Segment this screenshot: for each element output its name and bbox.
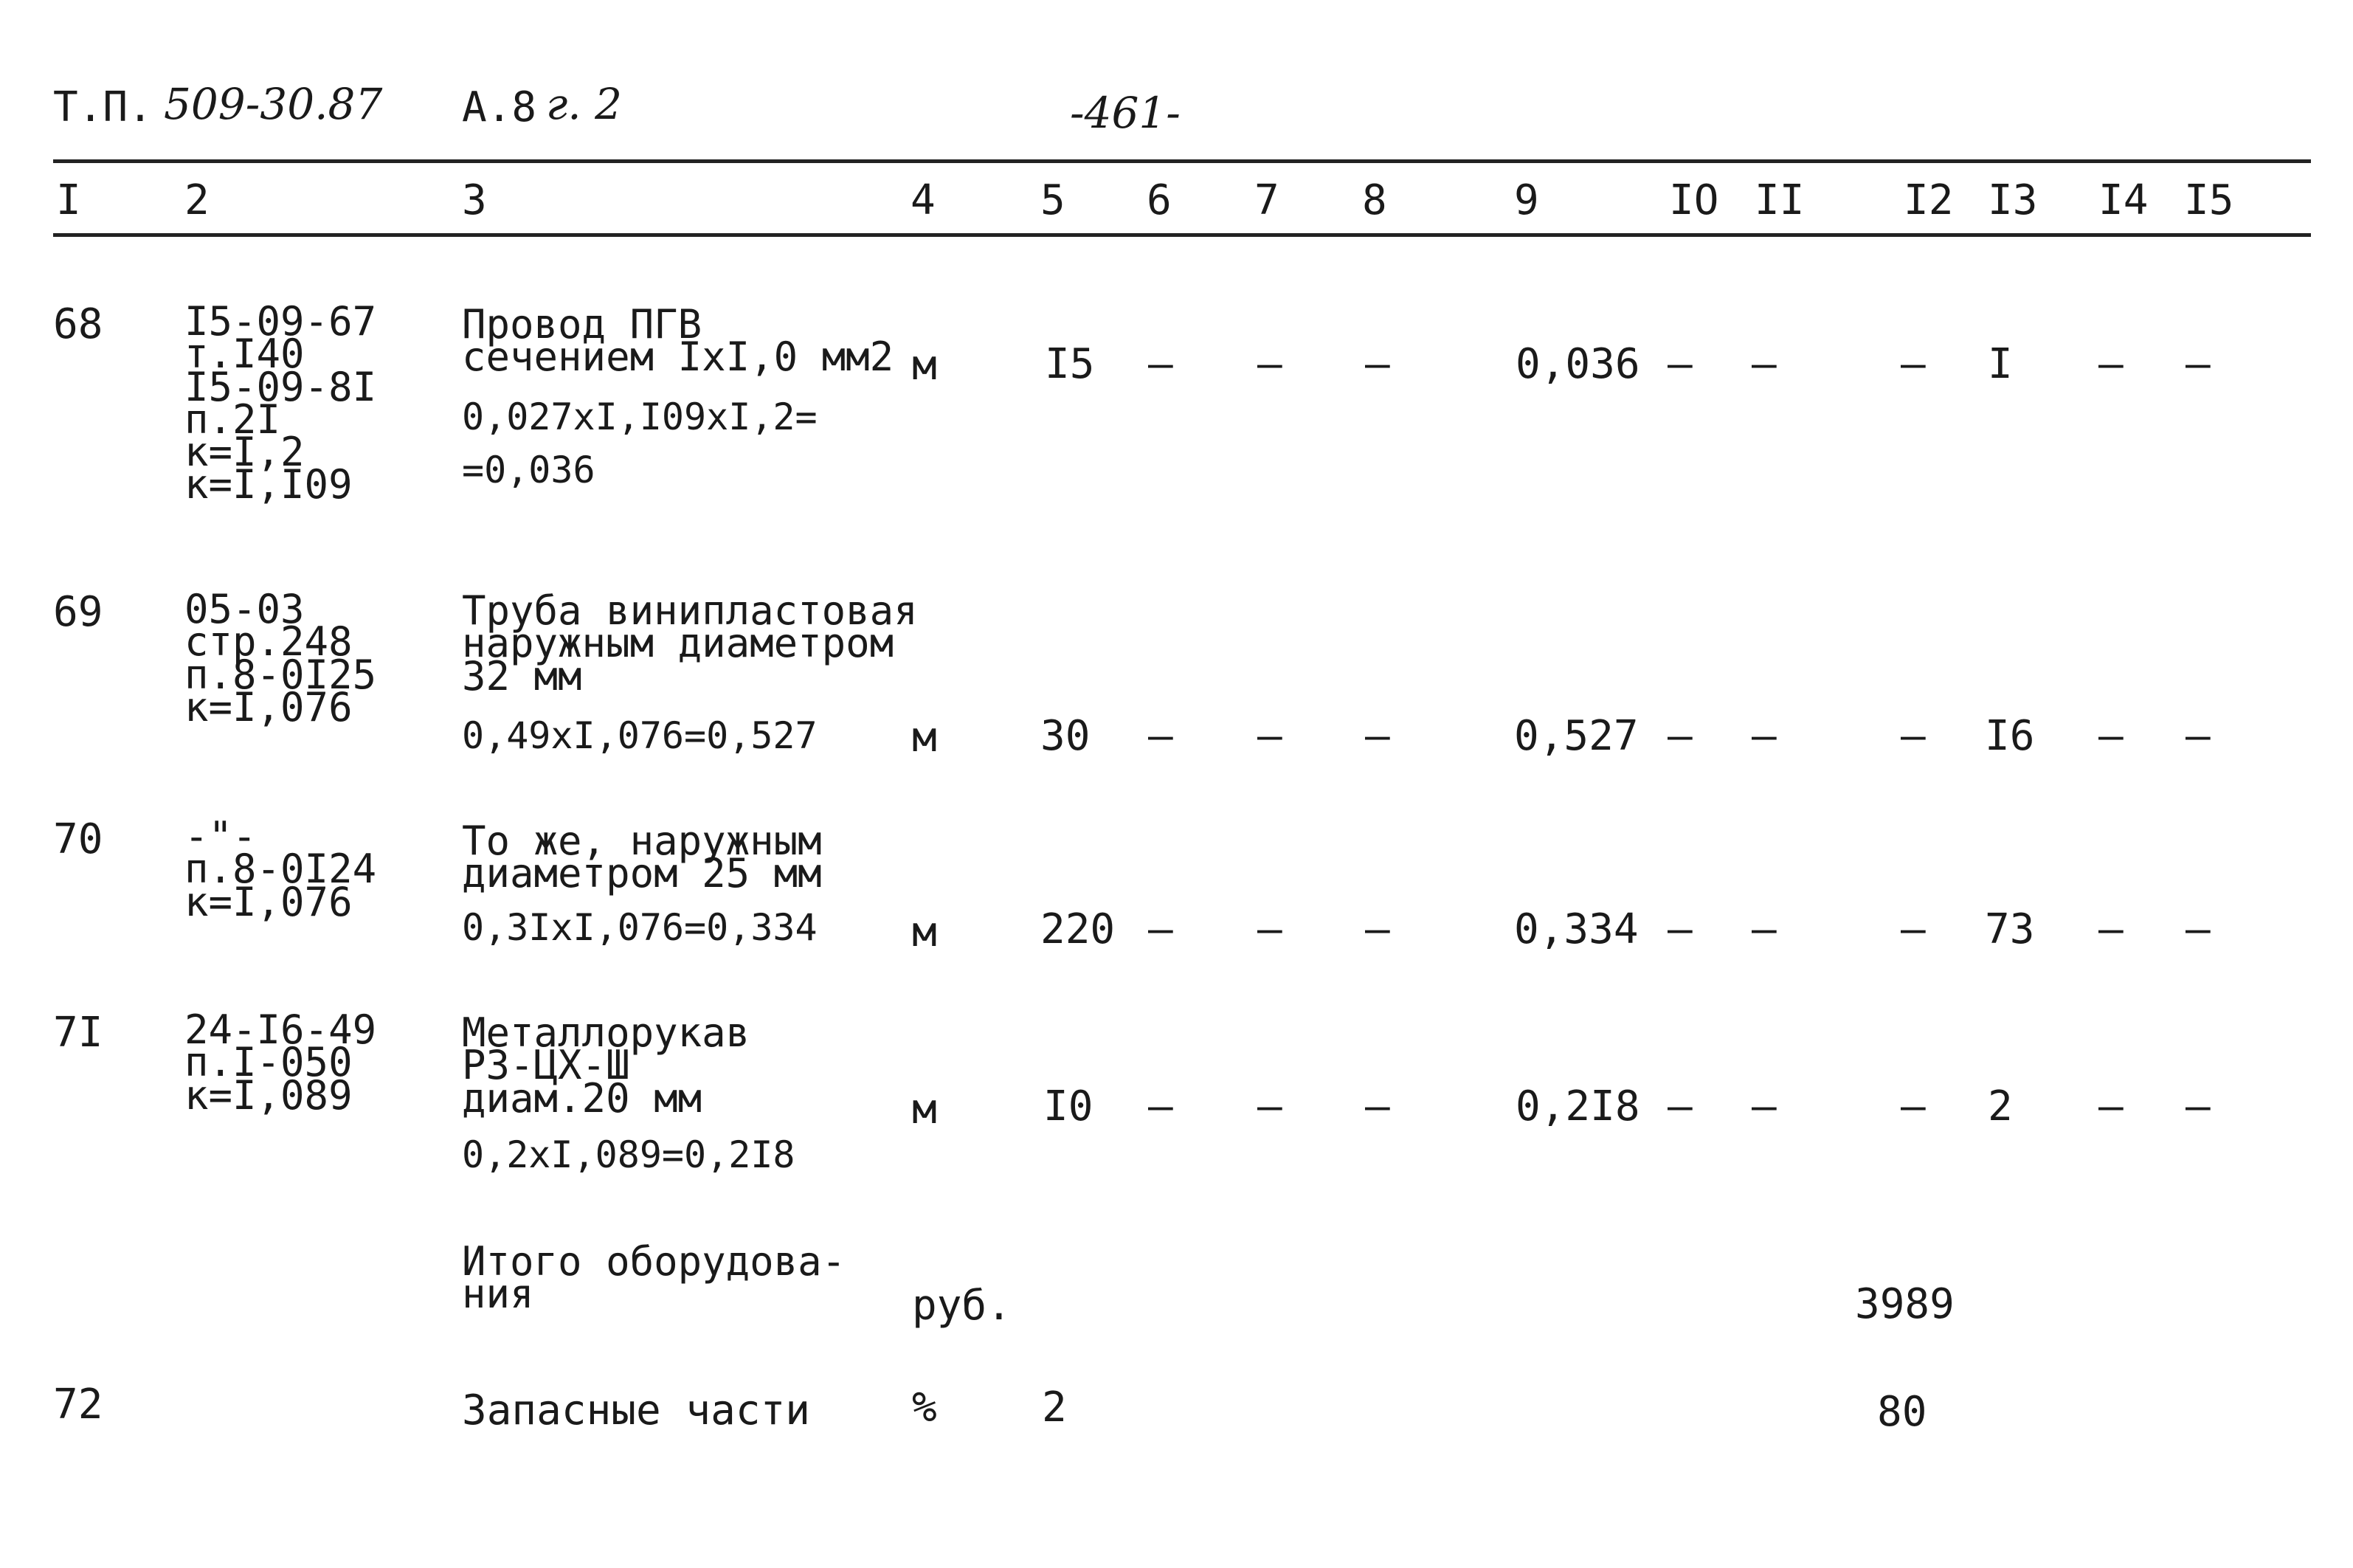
col-14-value: – bbox=[2098, 905, 2124, 953]
col-7-value: – bbox=[1257, 905, 1282, 953]
col-14-value: – bbox=[2098, 1082, 2124, 1130]
item-description: Труба винипластовая наружным диаметром 32 мм bbox=[462, 587, 918, 700]
col-9-value: 0,334 bbox=[1514, 905, 1639, 953]
column-header-2: 2 bbox=[184, 176, 210, 224]
calculation-line-1: 0,49xI,076=0,527 bbox=[462, 714, 818, 757]
col-8-value: – bbox=[1365, 1082, 1390, 1130]
unit: м bbox=[912, 1085, 937, 1133]
column-header-4: 4 bbox=[911, 176, 936, 224]
column-header-14: I4 bbox=[2098, 176, 2149, 224]
col-12-value: – bbox=[1901, 1082, 1926, 1130]
col-11-value: – bbox=[1752, 905, 1777, 953]
doc-prefix: Т.П. bbox=[53, 83, 153, 131]
col-14-value: – bbox=[2098, 712, 2124, 760]
header-top-rule bbox=[53, 159, 2311, 163]
calculation-line-1: 0,2xI,089=0,2I8 bbox=[462, 1133, 795, 1176]
column-header-8: 8 bbox=[1362, 176, 1387, 224]
col-6-value: – bbox=[1148, 712, 1173, 760]
page-number: -461- bbox=[1070, 88, 1181, 138]
calculation-line-1: 0,027xI,I09xI,2= bbox=[462, 396, 818, 438]
header-bottom-rule bbox=[53, 233, 2311, 237]
total-label: Итого оборудова- ния bbox=[462, 1238, 846, 1318]
col-9-value: 0,036 bbox=[1516, 340, 1640, 388]
unit: м bbox=[912, 908, 937, 956]
col-15-value: – bbox=[2186, 712, 2211, 760]
album-prefix: А.8 bbox=[462, 83, 537, 131]
col-7-value: – bbox=[1257, 340, 1282, 388]
column-header-3: 3 bbox=[462, 176, 487, 224]
column-header-13: I3 bbox=[1988, 176, 2038, 224]
norm-reference: I5-09-67 т.I40 I5-09-8I п.2I к=I,2 к=I,I09 bbox=[184, 298, 377, 508]
row-number: 68 bbox=[53, 300, 103, 348]
column-header-11: II bbox=[1755, 176, 1805, 224]
column-header-12: I2 bbox=[1904, 176, 1954, 224]
item-description: То же, наружным диаметром 25 мм bbox=[462, 818, 822, 897]
column-header-5: 5 bbox=[1040, 176, 1065, 224]
col-11-value: – bbox=[1752, 340, 1777, 388]
col-6-value: – bbox=[1148, 905, 1173, 953]
column-header-15: I5 bbox=[2184, 176, 2234, 224]
col-10-value: – bbox=[1668, 340, 1693, 388]
row-number: 7I bbox=[53, 1009, 103, 1057]
col-13-value: 2 bbox=[1988, 1082, 2013, 1130]
column-header-6: 6 bbox=[1147, 176, 1172, 224]
quantity: 30 bbox=[1040, 712, 1091, 760]
column-header-7: 7 bbox=[1254, 176, 1279, 224]
col-12-value: – bbox=[1901, 905, 1926, 953]
col-11-value: – bbox=[1752, 712, 1777, 760]
col-6-value: – bbox=[1148, 340, 1173, 388]
row-number: 72 bbox=[53, 1381, 103, 1429]
col-12-value: – bbox=[1901, 712, 1926, 760]
doc-number: 509-30.87 bbox=[164, 79, 383, 129]
col-12-value: – bbox=[1901, 340, 1926, 388]
quantity: I0 bbox=[1043, 1082, 1093, 1130]
col-14-value: – bbox=[2098, 340, 2124, 388]
unit: м bbox=[912, 342, 937, 390]
total-value: 3989 bbox=[1855, 1280, 1955, 1328]
col-10-value: – bbox=[1668, 1082, 1693, 1130]
total-unit: руб. bbox=[912, 1282, 1012, 1330]
column-header-10: IO bbox=[1669, 176, 1719, 224]
item-description: Провод ПГВ сечением IxI,0 мм2 bbox=[462, 301, 894, 381]
spare-parts-quantity: 2 bbox=[1042, 1384, 1067, 1431]
col-7-value: – bbox=[1257, 712, 1282, 760]
col-8-value: – bbox=[1365, 905, 1390, 953]
row-number: 70 bbox=[53, 815, 103, 863]
col-6-value: – bbox=[1148, 1082, 1173, 1130]
spare-parts-label: Запасные части bbox=[462, 1386, 811, 1434]
album-part: г. 2 bbox=[546, 79, 623, 129]
col-13-value: I bbox=[1988, 340, 2013, 388]
col-8-value: – bbox=[1365, 712, 1390, 760]
quantity: 220 bbox=[1040, 905, 1116, 953]
col-13-value: 73 bbox=[1985, 905, 2035, 953]
col-10-value: – bbox=[1668, 905, 1693, 953]
column-header-9: 9 bbox=[1514, 176, 1539, 224]
col-7-value: – bbox=[1257, 1082, 1282, 1130]
col-8-value: – bbox=[1365, 340, 1390, 388]
col-15-value: – bbox=[2186, 905, 2211, 953]
norm-reference: -"- п.8-0I24 к=I,076 bbox=[184, 813, 377, 925]
unit: м bbox=[912, 714, 937, 761]
col-11-value: – bbox=[1752, 1082, 1777, 1130]
item-description: Металлорукав РЗ-ЦХ-Ш диам.20 мм bbox=[462, 1009, 750, 1122]
col-13-value: I6 bbox=[1985, 712, 2035, 760]
row-number: 69 bbox=[53, 588, 103, 636]
calculation-line-2: =0,036 bbox=[462, 449, 595, 491]
col-9-value: 0,527 bbox=[1514, 712, 1639, 760]
norm-reference: 05-03 стр.248 п.8-0I25 к=I,076 bbox=[184, 586, 377, 731]
col-15-value: – bbox=[2186, 1082, 2211, 1130]
quantity: I5 bbox=[1045, 340, 1095, 388]
spare-parts-unit: % bbox=[912, 1384, 937, 1431]
column-header-1: I bbox=[56, 176, 81, 224]
col-10-value: – bbox=[1668, 712, 1693, 760]
col-9-value: 0,2I8 bbox=[1516, 1082, 1640, 1130]
spare-parts-value: 80 bbox=[1877, 1388, 1927, 1436]
col-15-value: – bbox=[2186, 340, 2211, 388]
calculation-line-1: 0,3IxI,076=0,334 bbox=[462, 906, 818, 949]
norm-reference: 24-I6-49 п.I-050 к=I,089 bbox=[184, 1006, 377, 1119]
